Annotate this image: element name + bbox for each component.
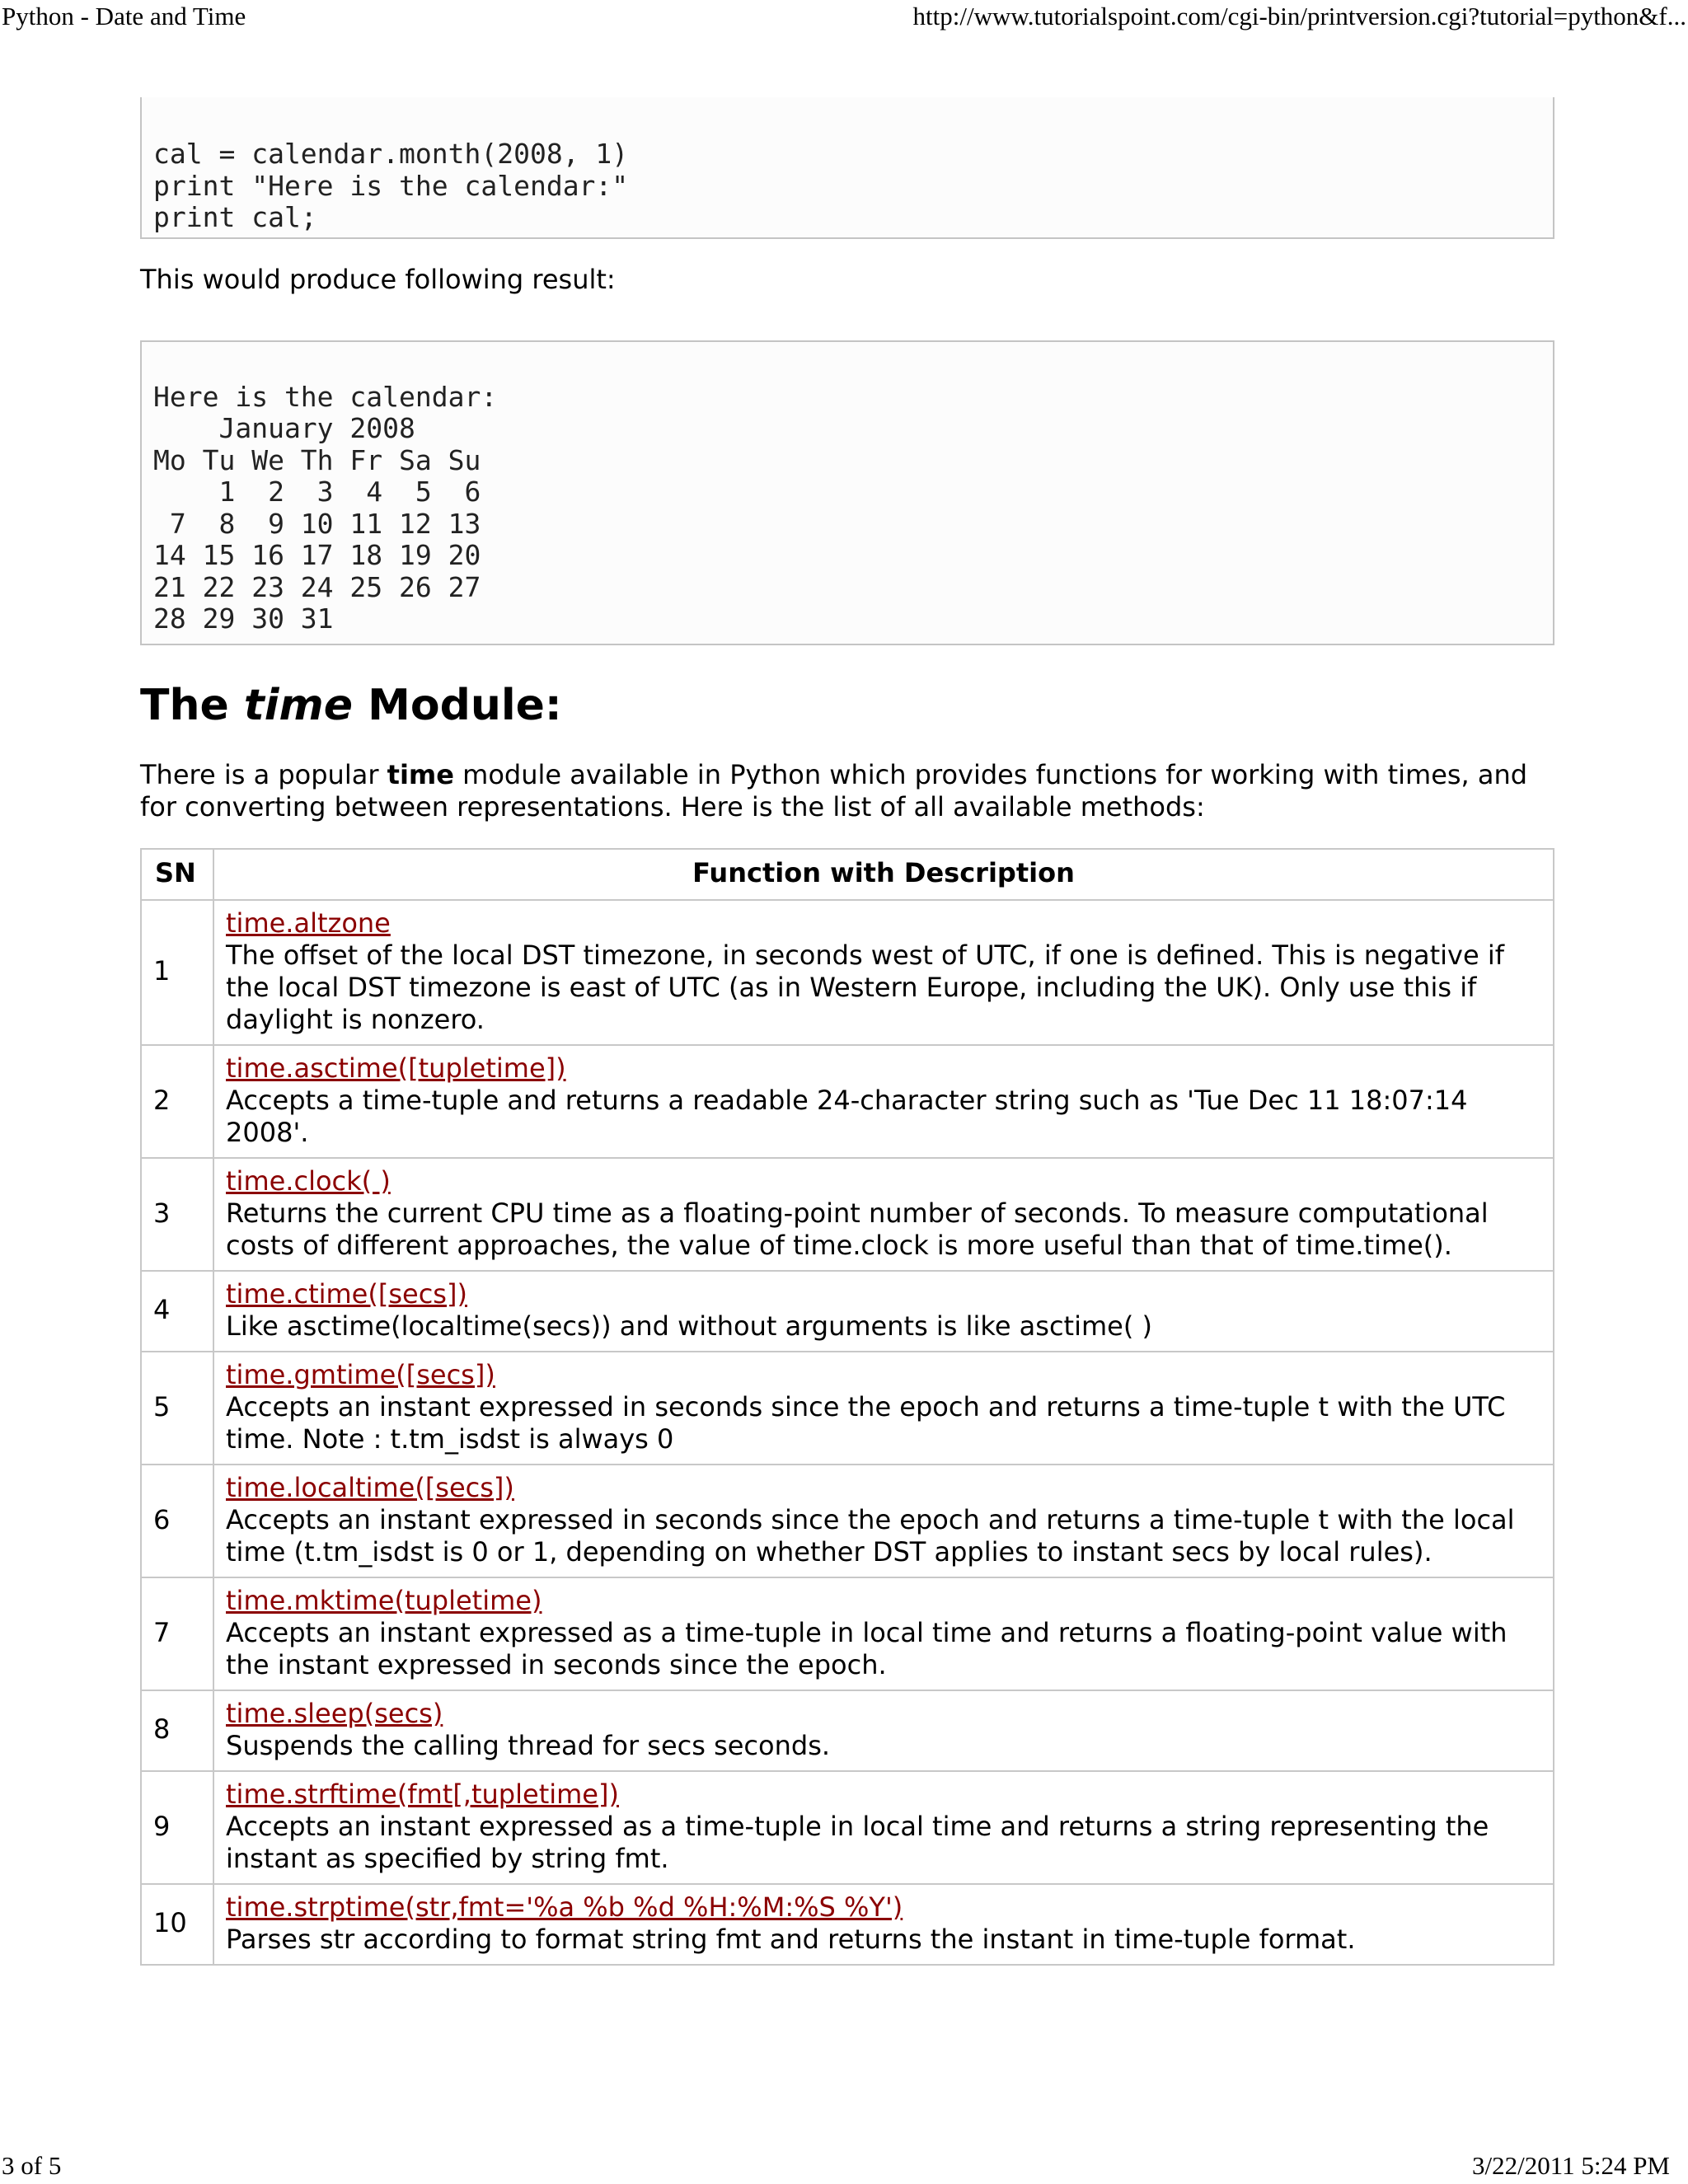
row-description-cell: [213, 1158, 1554, 1271]
main-content: [140, 97, 1554, 1966]
page-url: http://www.tutorialspoint.com/cgi-bin/printversion.cgi?tutorial=python&f...: [912, 2, 1686, 30]
intro-after: module available in Python which provides functions for working with times, and for converting between representations. Here is the list of all available methods:: [140, 758, 1528, 823]
intro-before: There is a popular: [140, 758, 387, 790]
row-description-cell: [213, 900, 1554, 1045]
function-link[interactable]: time.ctime([secs]): [226, 1277, 467, 1310]
column-header-description: Function with Description: [213, 849, 1554, 900]
row-number: 4: [141, 1271, 213, 1352]
table-row: [141, 1884, 1554, 1965]
function-link[interactable]: time.sleep(secs): [226, 1697, 443, 1729]
methods-table: [140, 848, 1554, 1966]
function-link[interactable]: time.strptime(str,fmt='%a %b %d %H:%M:%S %Y'): [226, 1891, 903, 1923]
row-description-cell: [213, 1465, 1554, 1577]
print-header: [0, 0, 1688, 33]
row-description-cell: [213, 1352, 1554, 1465]
row-number: 8: [141, 1690, 213, 1771]
row-number: 9: [141, 1771, 213, 1884]
print-footer: [0, 2149, 1688, 2182]
page-title: Python - Date and Time: [2, 2, 246, 30]
table-header-row: [141, 849, 1554, 900]
table-row: [141, 1465, 1554, 1577]
row-number: 2: [141, 1045, 213, 1158]
row-number: 3: [141, 1158, 213, 1271]
table-body: [141, 900, 1554, 1965]
table-row: [141, 1045, 1554, 1158]
function-link[interactable]: time.mktime(tupletime): [226, 1584, 542, 1616]
row-description-cell: [213, 1271, 1554, 1352]
function-link[interactable]: time.asctime([tupletime]): [226, 1052, 566, 1084]
row-description-cell: [213, 1884, 1554, 1965]
function-description: Accepts an instant expressed as a time-tuple in local time and returns a string representing the instant as specified by string fmt.: [226, 1810, 1489, 1874]
table-row: [141, 1577, 1554, 1690]
row-number: 7: [141, 1577, 213, 1690]
table-row: [141, 1771, 1554, 1884]
page-number: 3 of 5: [2, 2151, 62, 2180]
result-intro: This would produce following result:: [140, 263, 616, 295]
section-title-em: time: [243, 680, 354, 730]
function-link[interactable]: time.altzone: [226, 907, 391, 939]
function-description: Accepts a time-tuple and returns a readable 24-character string such as 'Tue Dec 11 18:07:14 2008'.: [226, 1084, 1468, 1148]
function-description: Suspends the calling thread for secs seconds.: [226, 1729, 831, 1761]
row-description-cell: [213, 1771, 1554, 1884]
code-sample: cal = calendar.month(2008, 1) print "Here is the calendar:" print cal;: [140, 97, 1554, 239]
result-output: Here is the calendar: January 2008 Mo Tu We Th Fr Sa Su 1 2 3 4 5 6 7 8 9 10 11 12 13 14 15 16 17 18 19 20 21 22 23 24 25 26 27 28 29 30 31: [140, 340, 1554, 645]
table-row: [141, 900, 1554, 1045]
function-description: Accepts an instant expressed in seconds since the epoch and returns a time-tuple t with the local time (t.tm_isdst is 0 or 1, depending on whether DST applies to instant secs by local rules).: [226, 1503, 1515, 1568]
column-header-sn: SN: [141, 849, 213, 900]
function-description: Parses str according to format string fmt and returns the instant in time-tuple format.: [226, 1923, 1356, 1955]
section-title-prefix: The: [140, 680, 244, 730]
section-title-suffix: Module:: [353, 680, 562, 730]
table-row: [141, 1158, 1554, 1271]
table-row: [141, 1690, 1554, 1771]
table-row: [141, 1352, 1554, 1465]
row-description-cell: [213, 1577, 1554, 1690]
row-description-cell: [213, 1690, 1554, 1771]
function-description: The offset of the local DST timezone, in seconds west of UTC, if one is defined. This is negative if the local DST timezone is east of UTC (as in Western Europe, including the UK). Only use this if daylight is nonzero.: [226, 939, 1504, 1035]
section-intro: [140, 759, 1554, 823]
table-row: [141, 1271, 1554, 1352]
function-description: Accepts an instant expressed as a time-tuple in local time and returns a floating-point value with the instant expressed in seconds since the epoch.: [226, 1616, 1507, 1680]
row-description-cell: [213, 1045, 1554, 1158]
section-heading: [140, 680, 1554, 731]
function-link[interactable]: time.localtime([secs]): [226, 1471, 514, 1503]
row-number: 1: [141, 900, 213, 1045]
function-link[interactable]: time.strftime(fmt[,tupletime]): [226, 1778, 619, 1810]
function-description: Accepts an instant expressed in seconds since the epoch and returns a time-tuple t with the UTC time. Note : t.tm_isdst is always 0: [226, 1390, 1506, 1455]
row-number: 5: [141, 1352, 213, 1465]
intro-bold: time: [387, 758, 454, 790]
print-datetime: 3/22/2011 5:24 PM: [1472, 2151, 1670, 2180]
function-link[interactable]: time.gmtime([secs]): [226, 1358, 495, 1390]
function-description: Returns the current CPU time as a floating-point number of seconds. To measure computational costs of different approaches, the value of time.clock is more useful than that of time.time().: [226, 1197, 1489, 1261]
function-link[interactable]: time.clock( ): [226, 1165, 391, 1197]
row-number: 6: [141, 1465, 213, 1577]
function-description: Like asctime(localtime(secs)) and without arguments is like asctime( ): [226, 1310, 1152, 1342]
row-number: 10: [141, 1884, 213, 1965]
